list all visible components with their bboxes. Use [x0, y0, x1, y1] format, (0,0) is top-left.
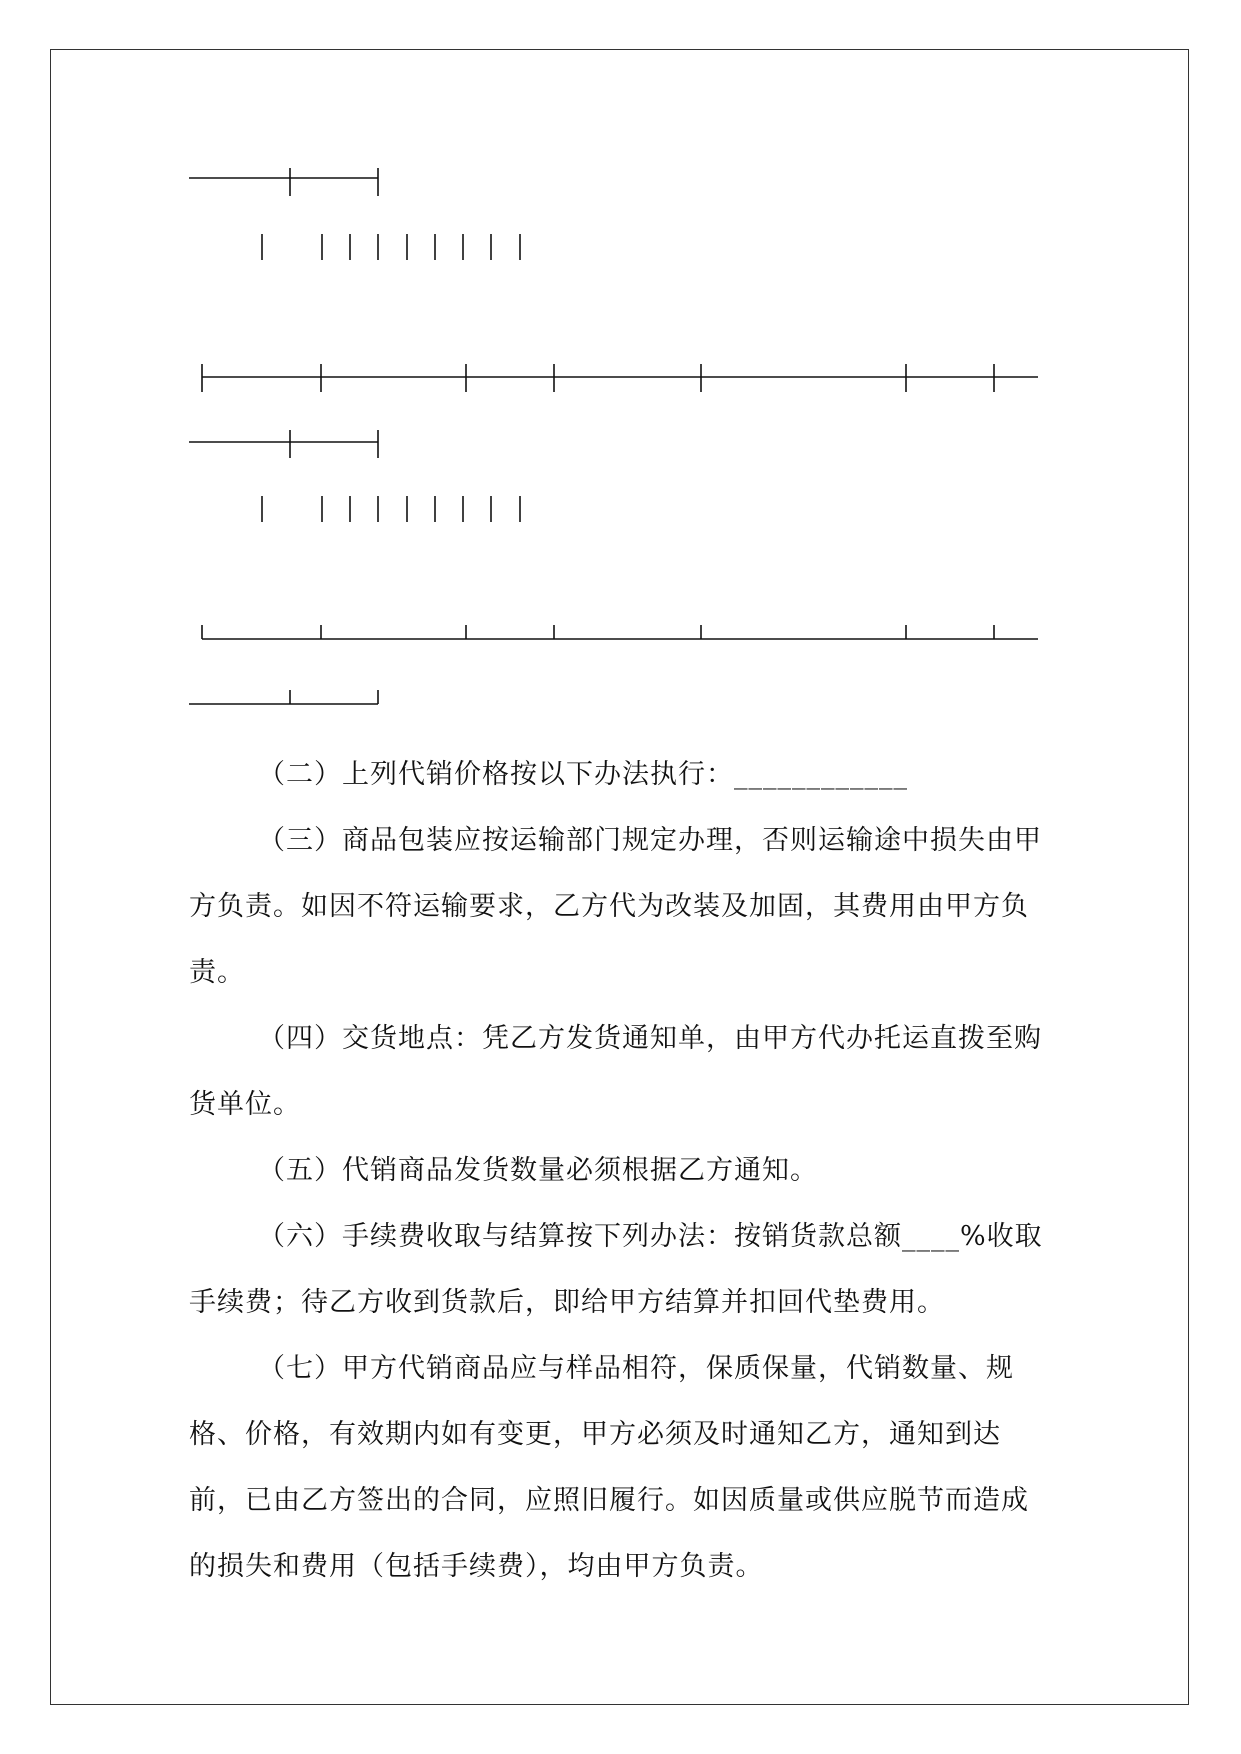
clause-2: （二）上列代销价格按以下办法执行：____________	[258, 759, 908, 790]
clause-7: （七）甲方代销商品应与样品相符，保质保量，代销数量、规格、价格，有效期内如有变更，甲方必须及时通知乙方，通知到达前，已由乙方签出的合同，应照旧履行。如因质量或供应脱节而造成的损失和费用（包括手续费），均由甲方负责。	[189, 1353, 1029, 1582]
clause-3: （三）商品包装应按运输部门规定办理，否则运输途中损失由甲方负责。如因不符运输要求，乙方代为改装及加固，其费用由甲方负责。	[189, 825, 1042, 988]
clause-5: （五）代销商品发货数量必须根据乙方通知。	[258, 1155, 818, 1186]
clause-6: （六）手续费收取与结算按下列办法：按销货款总额____%收取手续费；待乙方收到货款后，即给甲方结算并扣回代垫费用。	[189, 1221, 1043, 1318]
clause-4: （四）交货地点：凭乙方发货通知单，由甲方代办托运直拨至购货单位。	[189, 1023, 1042, 1120]
